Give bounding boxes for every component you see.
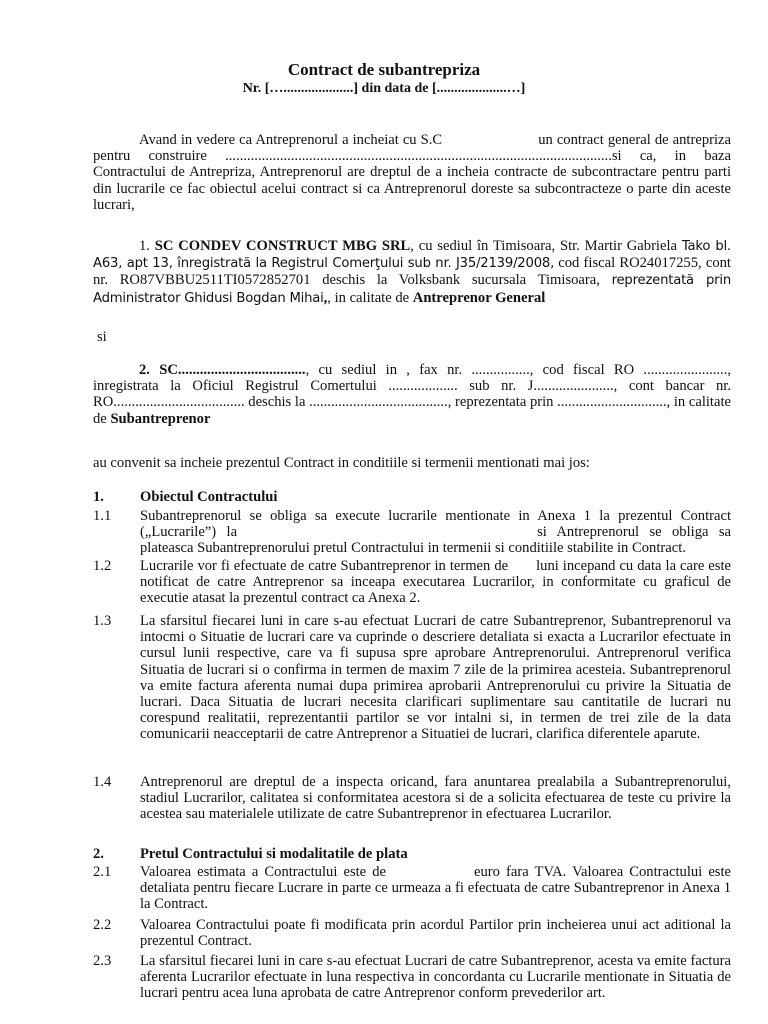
- party1-registration: Tako bl. A63, apt 13, înregistrată la Registrul Comerţului sub nr. J35/2139/2008,: [93, 239, 731, 272]
- clause-text: Valoarea Contractului poate fi modificata prin acordul Partilor prin incheierea unui act aditional la prezentul Contract.: [140, 917, 731, 950]
- clause-number: 1.1: [93, 508, 112, 524]
- party1-role: Antreprenor General: [412, 289, 546, 306]
- party1-name: SC CONDEV CONSTRUCT MBG SRL: [154, 238, 411, 254]
- agreement-statement: au convenit sa incheie prezentul Contract in conditiile si termenii mentionati mai jos:: [93, 455, 590, 471]
- clause-number: 2.1: [93, 864, 112, 880]
- conjunction-si: si: [97, 329, 107, 345]
- document-title: Contract de subantrepriza: [287, 60, 481, 79]
- section-1-title: Obiectul Contractului: [140, 489, 278, 505]
- party1-comma: ,: [323, 289, 328, 306]
- intro-paragraph: [93, 132, 731, 213]
- party1-representative: reprezentată prin Administrator Ghidusi Bogdan Mihai: [93, 273, 731, 306]
- clause-text: Valoarea estimata a Contractului este de euro fara TVA. Valoarea Contractului este detaliata pentru fiecare Lucrare in parte ce urmeaza a fi efectuata de catre Subantreprenor in Anexa 1 la Contract.: [140, 864, 732, 913]
- section-1-number: 1.: [93, 489, 104, 505]
- intro-text-a: Avand in vedere ca Antreprenorul a incheiat cu S.C: [139, 132, 443, 148]
- party1-paragraph: [93, 238, 731, 307]
- party2-number: 2. SC...................................: [139, 362, 306, 378]
- clause-text: Subantreprenorul se obliga sa execute lucrarile mentionate in Anexa 1 la prezentul Contract („Lucrarile”) la si Antreprenorul se obliga sa plateasca Subantreprenorului pretul Contractului in termenii si conditiile stabilite in Contract.: [140, 508, 732, 557]
- clause-text: La sfarsitul fiecarei luni in care s-au efectuat Lucrari de catre Subantreprenor, acesta va emite factura aferenta Lucrarilor efectuate in luna respectiva in concordanta cu Lucrarile mentionate in Situatia de lucrari pentru acea luna aprobata de catre Antreprenor conform prevederilor art.: [140, 953, 731, 1002]
- section-2-number: 2.: [93, 846, 104, 862]
- party2-role: Subantreprenor: [110, 410, 211, 427]
- clause-number: 2.3: [93, 953, 112, 969]
- party1-number: 1.: [139, 238, 150, 254]
- clause-number: 2.2: [93, 917, 112, 933]
- clause-text: La sfarsitul fiecarei luni in care s-au efectuat Lucrari de catre Subantreprenor, Subantreprenorul va intocmi o Situatie de lucrari care va cuprinde o descriere detaliata si exacta a Lucrarilor efectuate in cursul lunii respective, care va fi supusa spre aprobare Antreprenorului. Antreprenorul verifica Situatia de lucrari si o confirma in termen de maxim 7 zile de la primirea acesteia. Subantreprenorul va emite factura aferenta numai dupa primirea aprobarii Antreprenorului cu privire la Situatia de lucrari. Daca Situatia de lucrari necesita clarificari suplimentare sau cantitatile de lucrari nu corespund realitatii, reprezentantii partilor se vor intalni si, in termen de trei zile de la data comunicarii neacceptarii de catre Antreprenor a Situatiei de lucrari, clarifica diferentele aparute.: [140, 613, 731, 743]
- clause-number: 1.4: [93, 774, 112, 790]
- contract-number-line: Nr. […....................] din data de [....................…]: [242, 81, 526, 96]
- clause-text: Antreprenorul are dreptul de a inspecta oricand, fara anuntarea prealabila a Subantreprenorului, stadiul Lucrarilor, calitatea si conformitatea acestora si de a solicita efectuarea de teste cu privire la acestea sau materialele utilizate de catre Subantreprenor in efectuarea Lucrarilor.: [140, 774, 731, 823]
- section-2-title: Pretul Contractului si modalitatile de plata: [140, 846, 408, 862]
- intro-text-b: un contract general de antrepriza pentru construire ..........................................................................................................si ca, in baza Contractului de Antrepriza, Antreprenorul are dreptul de a incheia contracte de subcontractare pentru parti din lucrarile ce fac obiectul acelui contract si ca Antreprenorul doreste sa subcontracteze o parte din aceste lucrari,: [93, 132, 731, 213]
- clause-number: 1.3: [93, 613, 112, 629]
- party1-fiscal: cod fiscal RO24017255, cont nr. RO87VBBU2511TI0572852701 deschis la Volksbank sucursala Timisoara,: [93, 255, 731, 289]
- clause-text: Lucrarile vor fi efectuate de catre Subantreprenor in termen de luni incepand cu data la care este notificat de catre Antreprenor sa inceapa executarea Lucrarilor, in conformitate cu graficul de executie atasat la prezentul contract ca Anexa 2.: [140, 558, 731, 607]
- party1-address: , cu sediul în Timisoara, Str. Martir Gabriela: [410, 238, 677, 254]
- party2-paragraph: [93, 362, 731, 427]
- party2-details: , cu sediul in , fax nr. ................, cod fiscal RO ......................., inregistrata la Oficiul Registrul Comertului ................... sub nr. J......................, cont bancar nr. RO.................................... deschis la ......................................, reprezentata prin .............................., in calitate de: [93, 362, 731, 427]
- clause-number: 1.2: [93, 558, 112, 574]
- party1-capacity-text: , in calitate de: [327, 289, 413, 306]
